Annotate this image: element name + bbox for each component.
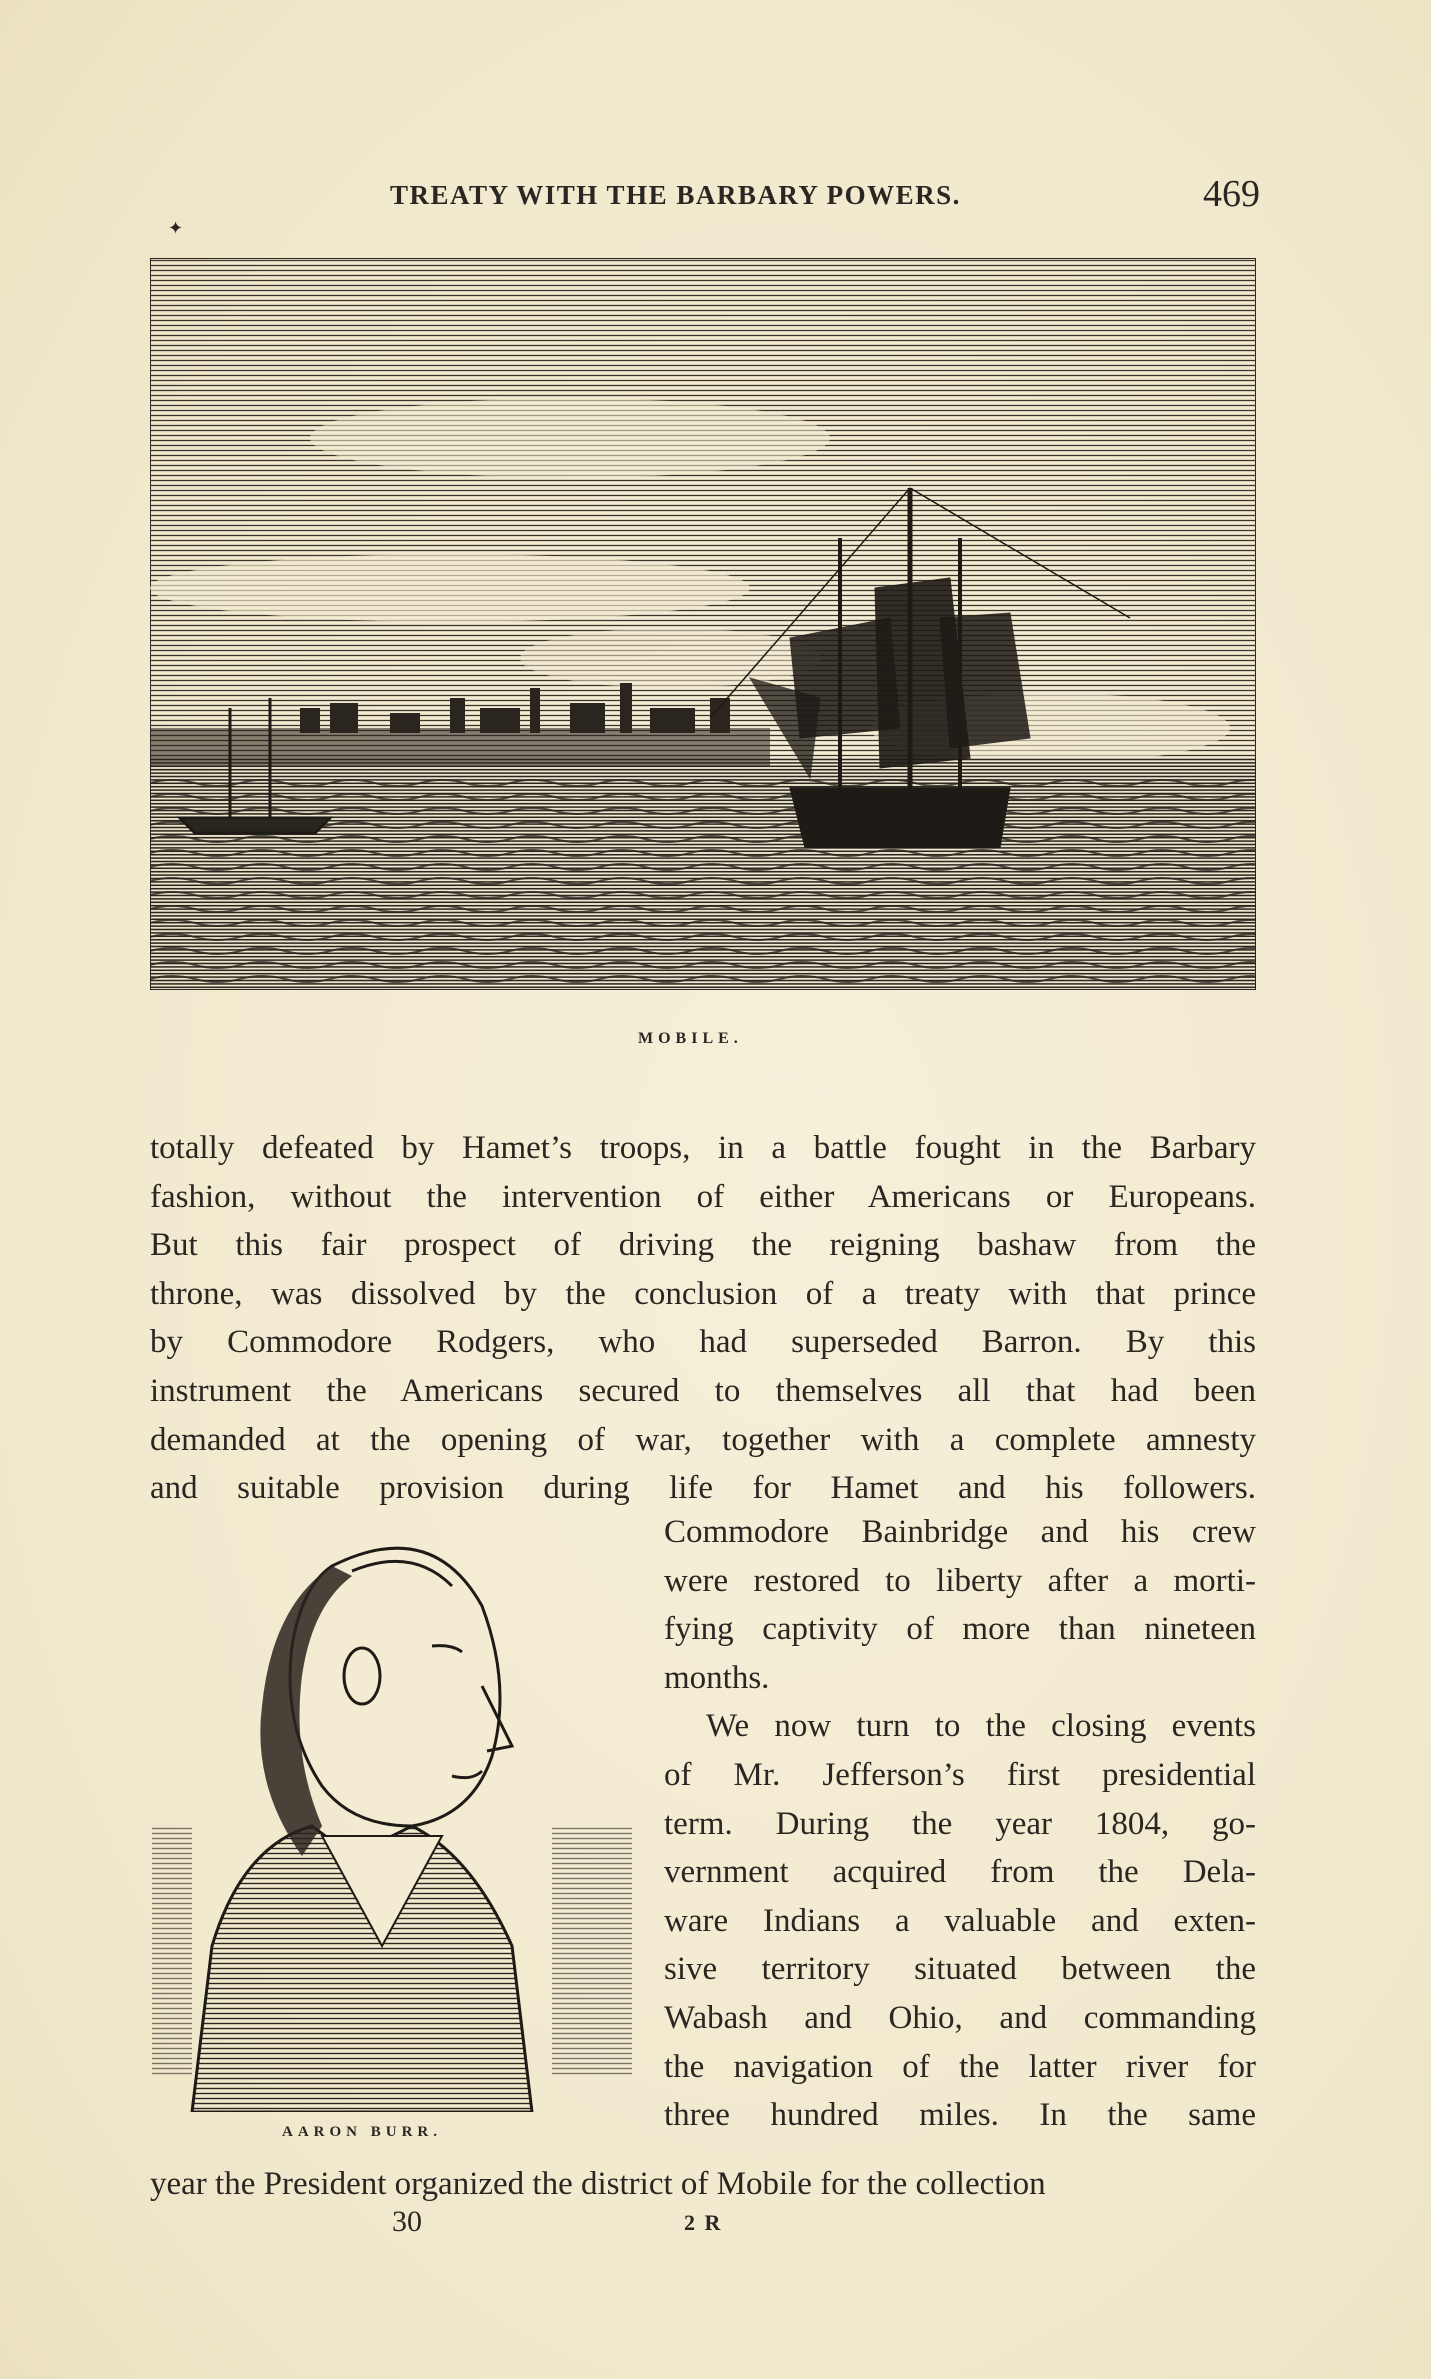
text-line: term. During the year 1804, go- [664, 1805, 1256, 1842]
mobile-engraving [150, 258, 1256, 990]
text-line: instrument the Americans secured to themselves all that had been [150, 1372, 1256, 1409]
engraving-caption: MOBILE. [638, 1030, 743, 1047]
text-line: by Commodore Rodgers, who had superseded Barron. By this [150, 1324, 1256, 1361]
aaron-burr-portrait [152, 1526, 632, 2112]
text-line: months. [664, 1659, 770, 1696]
text-line: of Mr. Jefferson’s first presidential [664, 1756, 1256, 1793]
running-title: TREATY WITH THE BARBARY POWERS. [390, 180, 961, 210]
text-line: Wabash and Ohio, and commanding [664, 1999, 1256, 2036]
text-line: totally defeated by Hamet’s troops, in a battle fought in the Barbary [150, 1130, 1256, 1166]
text-line: the navigation of the latter river for [664, 2048, 1256, 2085]
text-line: demanded at the opening of war, together with a complete amnesty [150, 1421, 1256, 1458]
wrapped-paragraph [664, 1508, 1256, 2140]
text-line: and suitable provision during life for Hamet and his followers. [150, 1470, 1256, 1507]
text-line: fying captivity of more than nineteen [664, 1611, 1256, 1648]
text-line: year the President organized the district of Mobile for the collection [150, 2166, 1046, 2202]
signature-mark: 30 [392, 2205, 422, 2238]
signature-mark-secondary: 2 R [684, 2210, 723, 2235]
text-line: fashion, without the intervention of either Americans or Europeans. [150, 1178, 1256, 1215]
main-paragraph [150, 1124, 1256, 1513]
running-head [150, 172, 1260, 222]
text-line: We now turn to the closing events [706, 1708, 1256, 1745]
text-line: ware Indians a valuable and exten- [664, 1902, 1256, 1939]
final-line-block [150, 2160, 1256, 2209]
ink-mark: ✦ [168, 218, 184, 238]
text-line: were restored to liberty after a morti- [664, 1562, 1256, 1599]
text-line: three hundred miles. In the same [664, 2097, 1256, 2134]
text-line: But this fair prospect of driving the reigning bashaw from the [150, 1227, 1256, 1264]
portrait-caption: AARON BURR. [282, 2124, 442, 2140]
page-number: 469 [1203, 173, 1260, 215]
text-line: sive territory situated between the [664, 1951, 1256, 1988]
text-line: throne, was dissolved by the conclusion of a treaty with that prince [150, 1275, 1256, 1312]
text-line: Commodore Bainbridge and his crew [664, 1514, 1256, 1550]
text-line: vernment acquired from the Dela- [664, 1854, 1256, 1891]
